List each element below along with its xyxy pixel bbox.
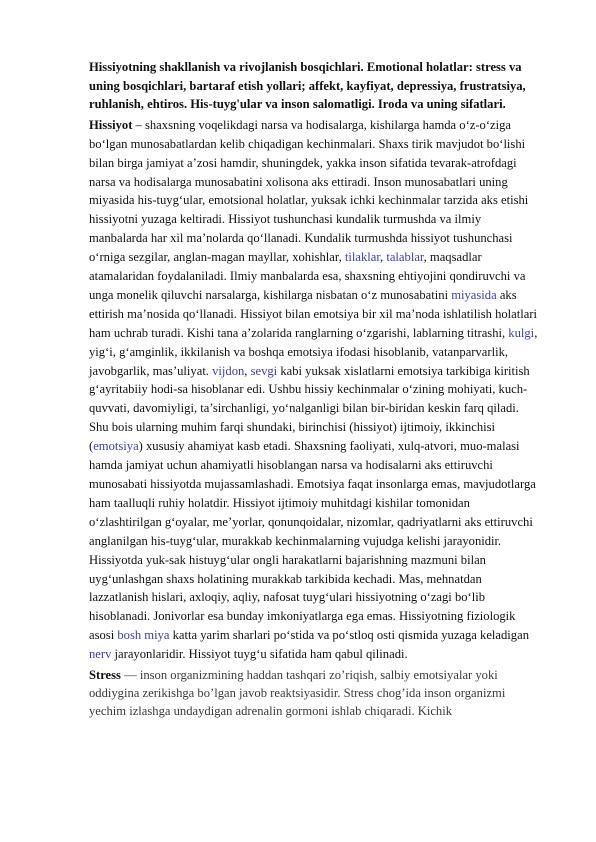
link-tilaklar[interactable]: tilaklar (344, 250, 381, 265)
text-segment: kabi yuksak xislatlarni emotsiya tarkibiga kiritish g‘ayritabiiy hodi-sa hisoblanar edi. Ushbu hissiy kechinmalar o‘zining mohiyati, kuch-quvvati, davomiyligi, ta’sirchanligi, yo‘nalganligi bilan bir-biridan keskin farq qiladi. Shu bois ularning muhim farqi shundaki, birinchisi (hissiyot) ijtimoiy, ikkinchisi ( (89, 363, 530, 454)
paragraph-hissiyot (89, 116, 538, 664)
text-segment: ) xususiy ahamiyat kasb etadi. Shaxsning faoliyati, xulq-atvori, muo-malasi hamda jamiyat uchun ahamiyatli hisoblangan narsa va hodisalarni aks ettiruvchi munosabati hissiyotda mujassamlashadi. Emotsiya faqat insonlarga emas, mavjudotlarga ham taalluqli ruhiy holatdir. Hissiyot ijtimoiy muhitdagi kishilar tomonidan o‘zlashtirilgan g‘oyalar, me’yorlar, qonunqoidalar, nizomlar, qadriyatlarni aks ettiruvchi anglanilgan his-tuyg‘ular, murakkab kechinmalarning vujudga kelishi jarayonidir. Hissiyotda yuk-sak histuyg‘ular ongli harakatlarni bajarishning mazmuni bilan uyg‘unlashgan shaxs holatining murakkab tarkibida kechadi. Mas, mehnatdan lazzatlanish hislari, axloqiy, aqliy, nafosat tuyg‘ulari hissiyotning o‘zagi bo‘lib hisoblanadi. Jonivorlar esa bunday imkoniyatlarga ega emas. Hissiyotning fiziologik asosi (89, 439, 536, 643)
paragraph-stress (89, 666, 538, 721)
text-segment: jarayonlaridir. Hissiyot tuyg‘u sifatida ham qabul qilinadi. (111, 647, 408, 662)
text-segment: — inson organizmining haddan tashqari zo’riqish, salbiy emotsiyalar yoki oddiygina zerikishga bo’lgan javob reaktsiyasidir. Stress chog’ida inson organizmi yechim izlashga undaydigan adrenalin gormoni ishlab chiqaradi. Kichik (89, 668, 506, 719)
term-stress: Stress (89, 668, 121, 683)
link-sevgi[interactable]: sevgi (250, 363, 278, 378)
document-title: Hissiyotning shakllanish va rivojlanish bosqichlari. Emotional holatlar: stress va uning bosqichlari, bartaraf etish yollari; affekt, kayfiyat, depressiya, frustratsiya, ruhlanish, ehtiros. His-tuyg'ular va inson salomatligi. Iroda va uning sifatlari. (89, 60, 526, 112)
text-segment: katta yarim sharlari po‘stida va po‘stloq osti qismida yuzaga keladigan (169, 628, 529, 643)
text-segment: , yig‘i, g‘amginlik, ikkilanish va boshqa emotsiya ifodasi hisoblanib, vatanparvarlik, javobgarlik, mas’uliyat. (89, 325, 538, 378)
link-emotsiya[interactable]: emotsiya (93, 439, 139, 454)
text-segment: , maqsadlar atamalaridan foydalaniladi. Ilmiy manbalarda esa, shaxsning ehtiyojini qondiruvchi va unga monelik qiluvchi narsalarga, kishilarga nisbatan o‘z munosabatini (89, 250, 526, 302)
text-segment: , (380, 250, 387, 265)
link-miyasida[interactable]: miyasida (451, 287, 497, 302)
link-vijdon[interactable]: vijdon (212, 363, 245, 378)
link-talablar[interactable]: talablar (386, 250, 424, 265)
link-nerv[interactable]: nerv (89, 647, 112, 662)
link-bosh-miya[interactable]: bosh miya (117, 628, 170, 643)
text-segment: – shaxsning voqelikdagi narsa va hodisalarga, kishilarga hamda o‘z-o‘ziga bo‘lgan munosabatlardan kelib chiqadigan kechinmalari. Shaxs tirik mavjudot bo‘lishi bilan birga jamiyat a’zosi hamdir, shuningdek, yakka inson sifatida tevarak-atrofdagi narsa va hodisalarga munosabatini xolisona aks ettiradi. Inson munosabatlari uning miyasida his-tuyg‘ular, emotsional holatlar, yuksak ichki kechinmalar tarzida aks etishi hissiyotni yuzaga keltiradi. Hissiyot tushunchasi kundalik turmushda va ilmiy manbalarda har xil ma’nolarda qo‘llanadi. Kundalik turmushda hissiyot tushunchasi o‘rniga sezgilar, anglan-magan mayllar, xohishlar, (89, 117, 529, 265)
link-kulgi[interactable]: kulgi (508, 325, 535, 340)
text-segment: aks ettirish ma’nosida qo‘llanadi. Hissiyot bilan emotsiya bir xil ma’noda ishlatilish holatlari ham uchrab turadi. Kishi tana a’zolarida ranglarning o‘zgarishi, lablarning titrashi, (89, 287, 538, 340)
term-hissiyot: Hissiyot (89, 117, 133, 132)
text-segment: , (244, 363, 251, 378)
